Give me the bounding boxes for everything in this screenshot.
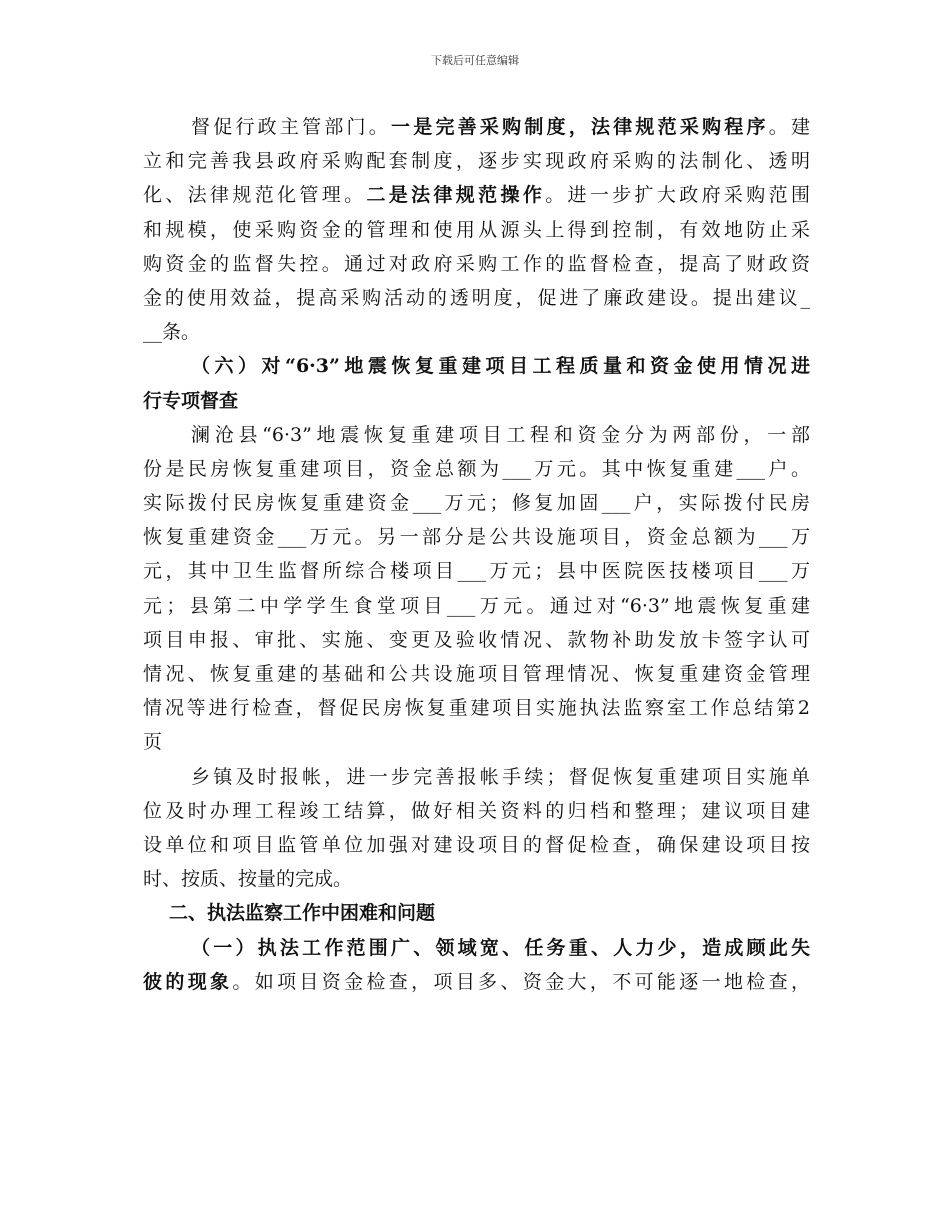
document-body [143,110,810,999]
text-segment: __条。 [143,321,201,344]
text-segment: 金的使用效益，提高采购活动的透明度，促进了廉政建设。提出建议_ [143,286,810,309]
text-line [143,281,810,315]
text-segment: 和规模，使采购资金的管理和使用从源头上得到控制，有效地防止采 [143,218,810,241]
bold-text-segment: 二是法律规范操作 [366,184,546,207]
text-segment: 情况、恢复重建的基础和公共设施项目管理情况、恢复重建资金管理 [143,663,810,685]
text-line [143,452,810,486]
text-line [143,623,810,657]
bold-text-segment: （一）执法工作范围广、领域宽、任务重、人力少，造成顾此失 [191,936,810,959]
text-line [143,315,810,349]
text-segment: 化、法律规范化管理。 [143,184,367,207]
text-line [143,725,810,759]
text-segment: 购资金的监督失控。通过对政府采购工作的监督检查，提高了财政资 [143,252,810,275]
text-line [143,520,810,554]
bold-text-segment: （六）对“6·3”地震恢复重建项目工程质量和资金使用情况进 [191,355,810,378]
bold-text-segment: 行专项督查 [143,389,239,412]
text-line [143,213,810,247]
text-line [143,691,810,725]
text-line [143,349,810,383]
text-line [143,110,810,144]
text-line [143,760,810,794]
text-segment: 澜沧县“6·3”地震恢复重建项目工程和资金分为两部份，一部 [191,423,810,446]
text-segment: 情况等进行检查，督促民房恢复重建项目实施执法监察室工作总结第2 [143,697,810,720]
bold-text-segment: 一是完善采购制度，法律规范采购程序 [391,116,769,138]
text-segment: 恢复重建资金___万元。另一部分是公共设施项目，资金总额为___万 [143,526,810,549]
text-segment: 。如项目资金检查，项目多、资金大，不可能逐一地检查， [232,970,810,993]
text-line [143,965,810,999]
text-line [143,931,810,965]
text-line [143,794,810,828]
text-line [143,178,810,212]
text-line [143,828,810,862]
text-line [143,144,810,178]
text-segment: 元；县第二中学学生食堂项目___万元。通过对“6·3”地震恢复重建 [143,594,810,617]
text-segment: 份是民房恢复重建项目，资金总额为___万元。其中恢复重建___户。 [143,457,810,480]
text-line [143,896,810,930]
text-line [143,554,810,588]
text-segment: 项目申报、审批、实施、变更及验收情况、款物补助发放卡签字认可 [143,628,810,651]
text-line [143,486,810,520]
text-segment: 。建 [768,116,810,138]
bold-text-segment: 二、执法监察工作中困难和问题 [169,902,436,925]
text-segment: 督促行政主管部门。 [191,116,391,138]
text-line [143,384,810,418]
text-segment: 时、按质、按量的完成。 [143,868,353,891]
text-segment: 实际拨付民房恢复重建资金___万元；修复加固___户，实际拨付民房 [143,492,810,515]
text-segment: 。进一步扩大政府采购范围 [545,184,810,207]
text-segment: 位及时办理工程竣工结算，做好相关资料的归档和整理；建议项目建 [143,799,810,822]
text-segment: 乡镇及时报帐，进一步完善报帐手续；督促恢复重建项目实施单 [191,765,810,788]
text-line [143,657,810,691]
bold-text-segment: 彼的现象 [143,970,233,993]
text-segment: 立和完善我县政府采购配套制度，逐步实现政府采购的法制化、透明 [143,150,810,173]
text-segment: 页 [143,731,163,754]
text-line [143,247,810,281]
text-line [143,862,810,896]
text-line [143,589,810,623]
text-segment: 设单位和项目监管单位加强对建设项目的督促检查，确保建设项目按 [143,833,810,856]
page-header: 下载后可任意编辑 [431,54,519,67]
text-segment: 元，其中卫生监督所综合楼项目___万元；县中医院医技楼项目___万 [143,560,810,583]
text-line [143,418,810,452]
